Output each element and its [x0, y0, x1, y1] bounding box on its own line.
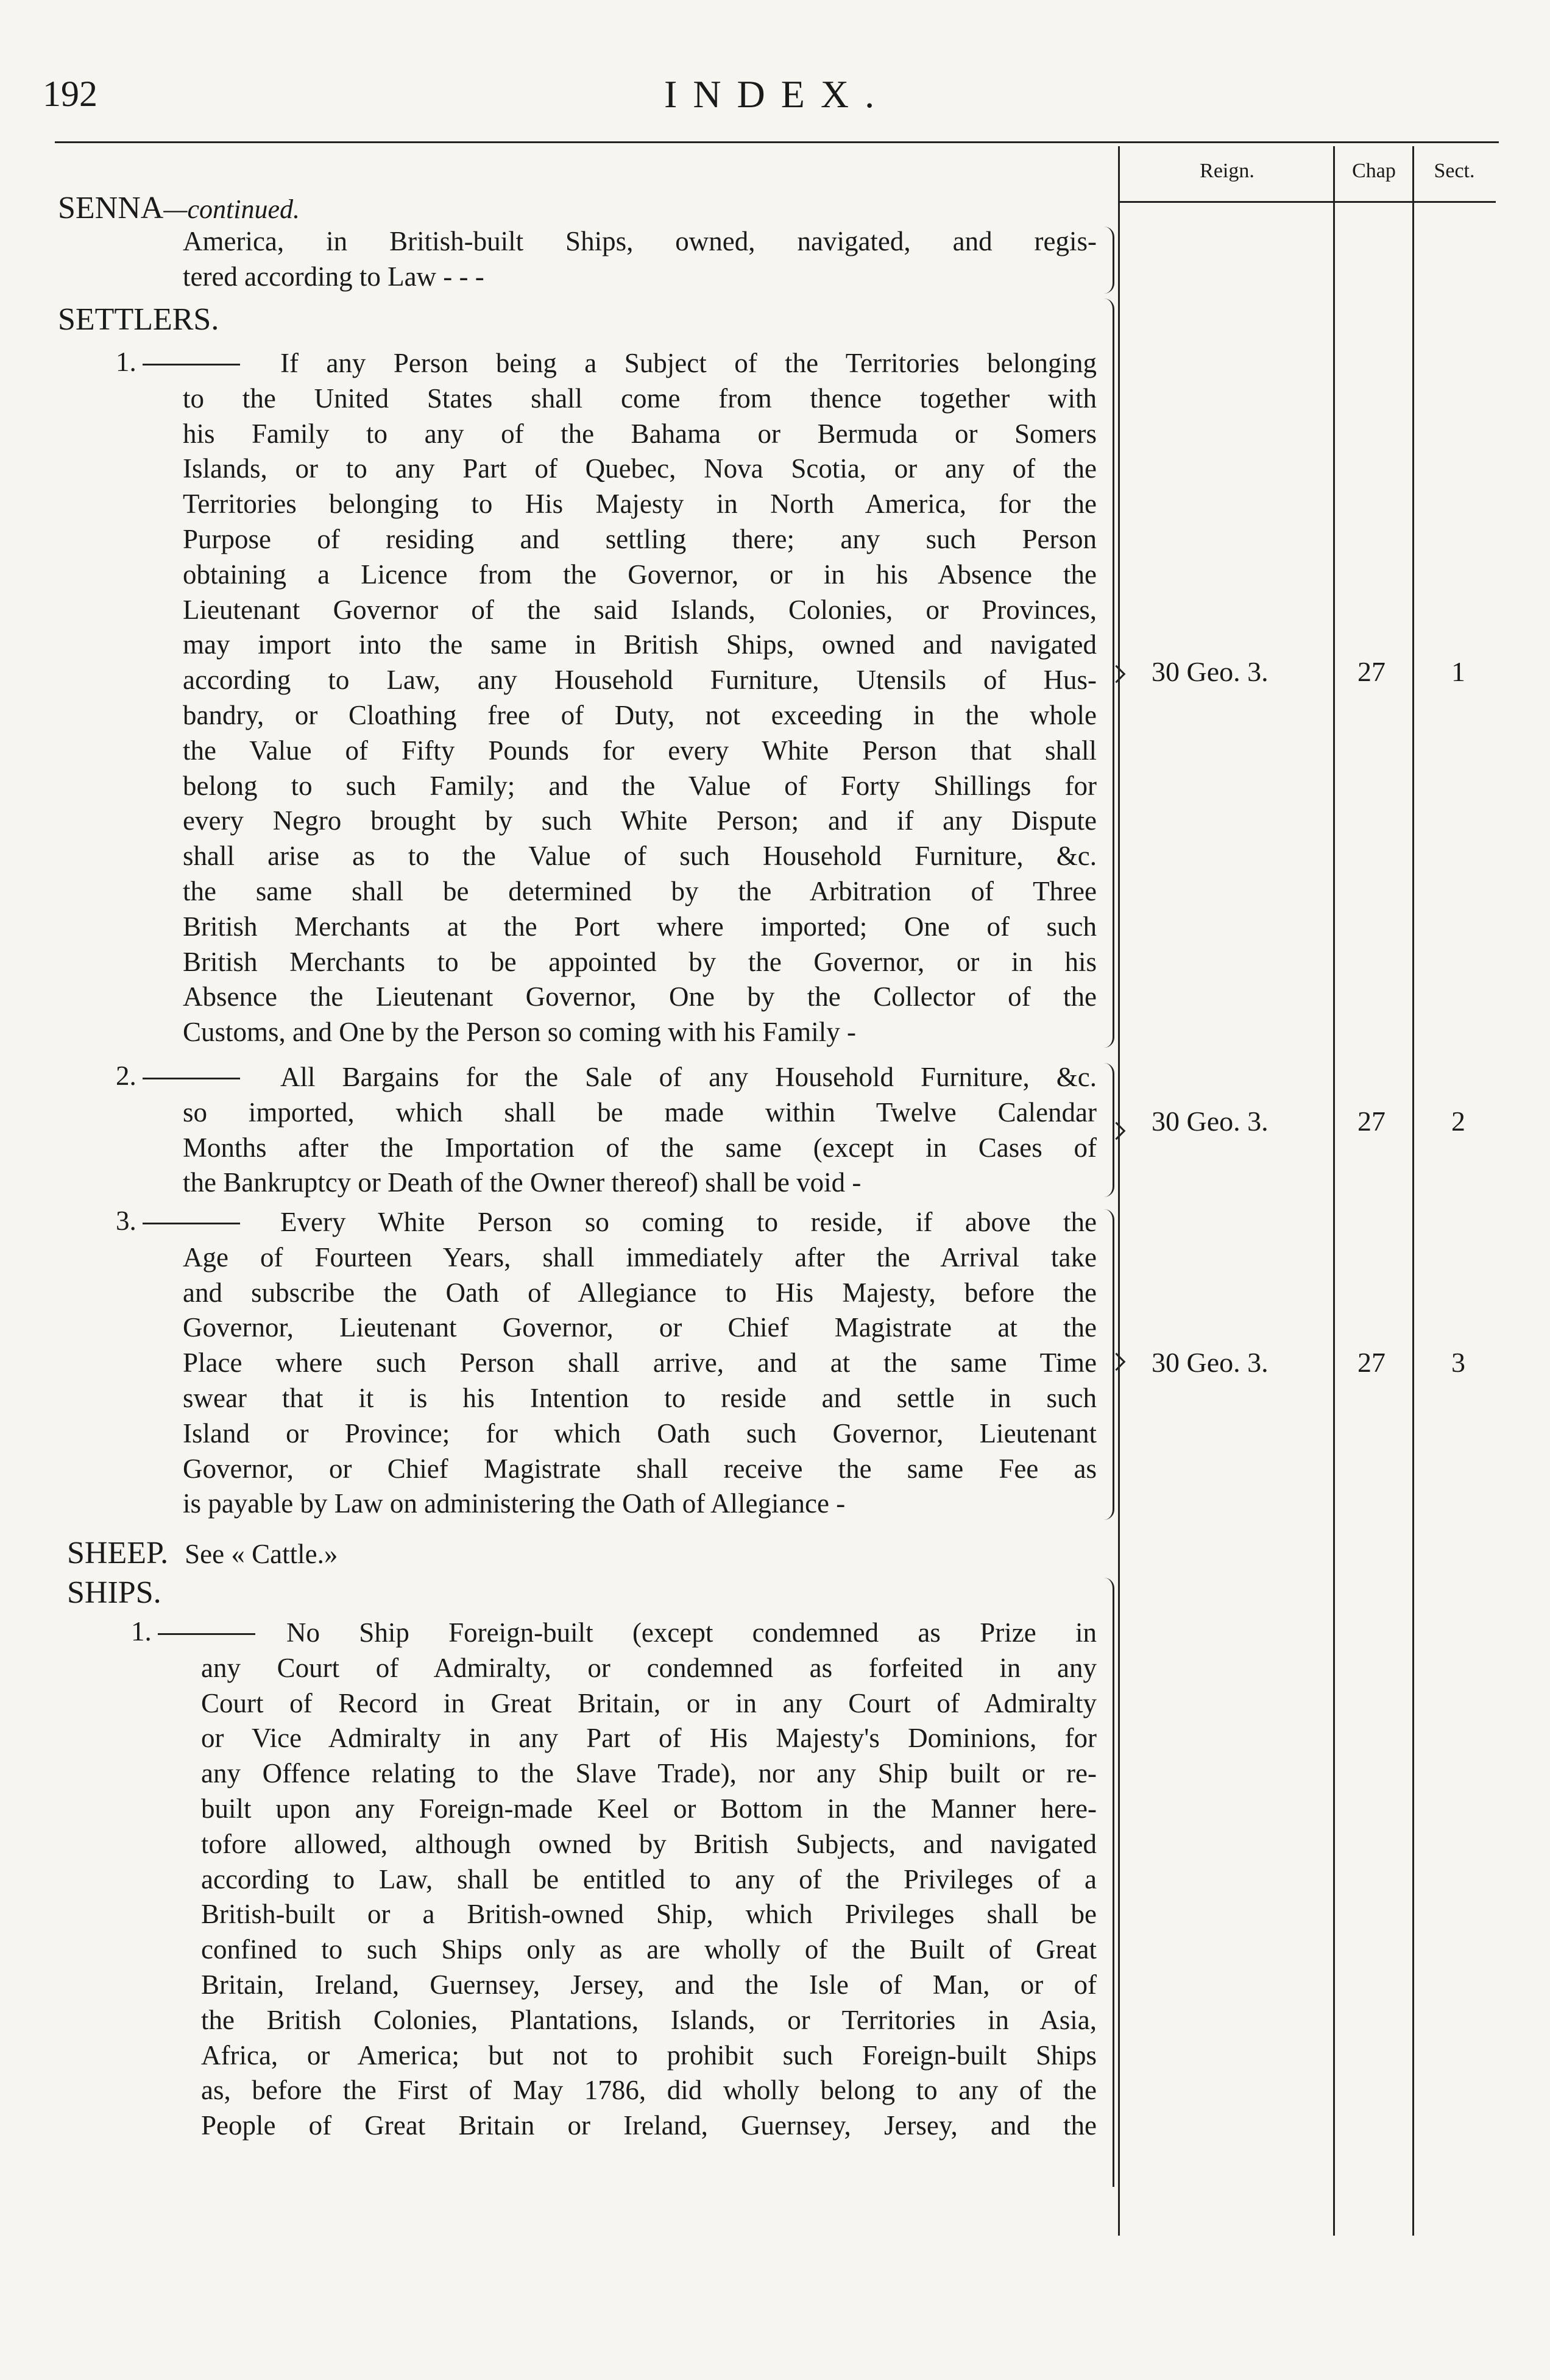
page-number: 192 — [43, 74, 97, 114]
column-header-reign: Reign. — [1200, 160, 1255, 182]
entry-number: 3. — [116, 1205, 253, 1237]
chap-ref: 27 — [1357, 1347, 1385, 1378]
text-line: shall arise as to the Value of such Household Furniture, &c. — [183, 841, 1097, 872]
text-line: any Court of Admiralty, or condemned as forfeited in any — [201, 1652, 1097, 1683]
ships-entry-1-first — [286, 1616, 1097, 1651]
heading-sheep — [67, 1535, 338, 1571]
text-line: the same shall be determined by the Arbitration of Three — [183, 875, 1097, 906]
text-line: the British Colonies, Plantations, Islands, or Territories in Asia, — [201, 2004, 1097, 2035]
chap-ref: 27 — [1357, 656, 1385, 687]
text-line: swear that it is his Intention to reside and settle in such — [183, 1382, 1097, 1413]
text-line: tered according to Law - - - — [183, 261, 484, 292]
text-line: the Bankruptcy or Death of the Owner thereof) shall be void - — [183, 1167, 862, 1198]
sect-ref: 1 — [1451, 656, 1465, 687]
text-line: belong to such Family; and the Value of Forty Shillings for — [183, 770, 1097, 801]
text-line: or Vice Admiralty in any Part of His Majesty's Dominions, for — [201, 1723, 1097, 1754]
text-line: If any Person being a Subject of the Territories belonging — [280, 348, 1097, 378]
chap-column-rule — [1333, 146, 1335, 2236]
heading-ships: SHIPS. — [67, 1575, 161, 1610]
sect-ref: 3 — [1451, 1347, 1465, 1378]
text-line: Absence the Lieutenant Governor, One by the Collector of the — [183, 981, 1097, 1012]
entry-number: 1. — [131, 1616, 269, 1647]
brace — [1104, 227, 1114, 294]
text-line: as, before the First of May 1786, did wholly belong to any of the — [201, 2075, 1097, 2106]
text-line: bandry, or Cloathing free of Duty, not exceeding in the whole — [183, 699, 1097, 730]
heading-senna — [58, 190, 300, 226]
text-line: the Value of Fifty Pounds for every White Person that shall — [183, 735, 1097, 766]
settlers-entry-2-text — [183, 1095, 1097, 1201]
reign-ref: 30 Geo. 3. — [1152, 1106, 1269, 1137]
text-line: any Offence relating to the Slave Trade), nor any Ship built or re- — [201, 1758, 1097, 1789]
text-line: Territories belonging to His Majesty in North America, for the — [183, 489, 1097, 520]
column-header-sect: Sect. — [1434, 160, 1475, 182]
text-line: is payable by Law on administering the Oath of Allegiance - — [183, 1488, 846, 1519]
settlers-entry-3-first — [280, 1205, 1097, 1240]
text-line: No Ship Foreign-built (except condemned as Prize in — [286, 1617, 1097, 1648]
text-line: built upon any Foreign-made Keel or Bottom in the Manner here- — [201, 1793, 1097, 1824]
text-line: America, in British-built Ships, owned, navigated, and regis- — [183, 226, 1097, 256]
text-line: Age of Fourteen Years, shall immediately after the Arrival take — [183, 1241, 1097, 1273]
dash-rule — [143, 1223, 240, 1224]
column-header-rule — [1118, 201, 1496, 203]
sect-column-rule — [1412, 146, 1414, 2236]
heading-sheep-label: SHEEP. — [67, 1536, 169, 1570]
running-head: INDEX. — [664, 72, 891, 116]
sect-ref: 2 — [1451, 1106, 1465, 1137]
entry-number: 2. — [116, 1060, 253, 1092]
text-line: Africa, or America; but not to prohibit such Foreign-built Ships — [201, 2039, 1097, 2071]
settlers-entry-3-text — [183, 1240, 1097, 1522]
text-line: Court of Record in Great Britain, or in any Court of Admiralty — [201, 1687, 1097, 1718]
senna-entry-text — [183, 224, 1097, 295]
chap-ref: 27 — [1357, 1106, 1385, 1137]
ships-entry-1-text — [201, 1651, 1097, 2144]
reign-column-rule — [1118, 146, 1120, 2236]
text-line: Every White Person so coming to reside, if above the — [280, 1207, 1097, 1237]
text-line: may import into the same in British Ships, owned and navigated — [183, 629, 1097, 660]
text-line: Governor, or Chief Magistrate shall receive the same Fee as — [183, 1453, 1097, 1484]
text-line: according to Law, any Household Furniture, Utensils of Hus- — [183, 665, 1097, 696]
settlers-entry-1-first — [280, 346, 1097, 381]
settlers-entry-1-text — [183, 381, 1097, 1050]
text-line: Purpose of residing and settling there; any such Person — [183, 523, 1097, 554]
text-line: tofore allowed, although owned by British Subjects, and navigated — [201, 1828, 1097, 1859]
brace — [1104, 1578, 1114, 2187]
text-line: Island or Province; for which Oath such Governor, Lieutenant — [183, 1418, 1097, 1449]
text-line: Governor, Lieutenant Governor, or Chief Magistrate at the — [183, 1312, 1097, 1343]
top-rule — [55, 141, 1499, 143]
text-line: British Merchants to be appointed by the Governor, or in his — [183, 946, 1097, 977]
text-line: All Bargains for the Sale of any Household Furniture, &c. — [280, 1062, 1097, 1092]
reign-ref: 30 Geo. 3. — [1152, 656, 1269, 687]
text-line: confined to such Ships only as are wholly of the Built of Great — [201, 1934, 1097, 1965]
text-line: Britain, Ireland, Guernsey, Jersey, and the Isle of Man, or of — [201, 1969, 1097, 2000]
heading-settlers: SETTLERS. — [58, 302, 219, 337]
text-line: Islands, or to any Part of Quebec, Nova Scotia, or any of the — [183, 453, 1097, 484]
continued-label: —continued. — [163, 194, 300, 224]
text-line: obtaining a Licence from the Governor, or in his Absence the — [183, 559, 1097, 590]
text-line: so imported, which shall be made within Twelve Calendar — [183, 1096, 1097, 1128]
text-line: Customs, and One by the Person so coming with his Family - — [183, 1017, 856, 1048]
text-line: according to Law, shall be entitled to any of the Privileges of a — [201, 1863, 1097, 1894]
settlers-entry-2-first — [280, 1060, 1097, 1095]
text-line: Months after the Importation of the same (except in Cases of — [183, 1132, 1097, 1163]
text-line: Place where such Person shall arrive, and at the same Time — [183, 1347, 1097, 1379]
text-line: British-built or a British-owned Ship, which Privileges shall be — [201, 1899, 1097, 1930]
text-line: every Negro brought by such White Person; and if any Dispute — [183, 805, 1097, 836]
dash-rule — [143, 364, 240, 365]
reign-ref: 30 Geo. 3. — [1152, 1347, 1269, 1378]
dash-rule — [158, 1633, 255, 1635]
heading-senna-label: SENNA — [58, 191, 164, 225]
column-header-chap: Chap — [1352, 160, 1396, 182]
text-line: British Merchants at the Port where imported; One of such — [183, 911, 1097, 942]
text-line: to the United States shall come from thence together with — [183, 383, 1097, 414]
entry-number: 1. — [116, 346, 253, 378]
cross-reference: See « Cattle.» — [185, 1539, 338, 1569]
text-line: his Family to any of the Bahama or Bermuda or Somers — [183, 418, 1097, 449]
text-line: People of Great Britain or Ireland, Guernsey, Jersey, and the — [201, 2110, 1097, 2141]
dash-rule — [143, 1078, 240, 1079]
text-line: Lieutenant Governor of the said Islands, Colonies, or Provinces, — [183, 594, 1097, 625]
text-line: and subscribe the Oath of Allegiance to His Majesty, before the — [183, 1277, 1097, 1308]
